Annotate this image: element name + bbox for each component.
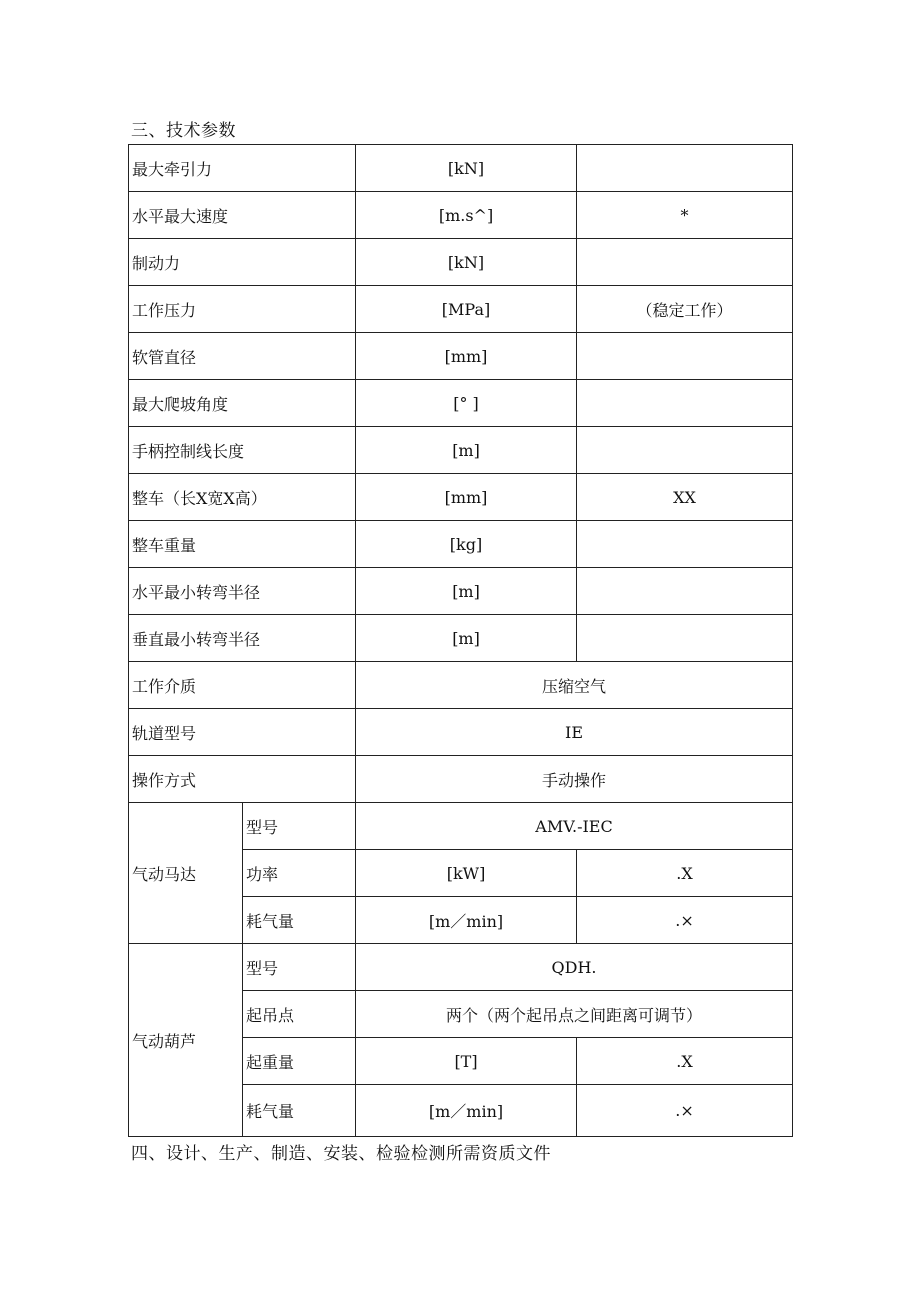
table-row	[129, 944, 793, 991]
param-name: 耗气量	[243, 897, 356, 944]
param-name: 工作介质	[129, 662, 356, 709]
param-name: 工作压力	[129, 286, 356, 333]
air-motor-group-label: 气动马达	[129, 803, 243, 944]
param-value	[577, 239, 793, 286]
table-row	[129, 192, 793, 239]
param-value: .×	[577, 897, 793, 944]
table-row	[129, 474, 793, 521]
param-name: 制动力	[129, 239, 356, 286]
technical-parameters-table	[128, 144, 793, 1137]
param-value: .X	[577, 1038, 793, 1085]
param-value: QDH.	[356, 944, 793, 991]
table-row	[129, 756, 793, 803]
param-value	[577, 333, 793, 380]
section-heading-technical-parameters: 三、技术参数	[131, 121, 236, 141]
table-row	[129, 615, 793, 662]
table-row	[129, 709, 793, 756]
table-row	[129, 568, 793, 615]
param-unit: [MPa]	[356, 286, 577, 333]
param-unit: [kN]	[356, 145, 577, 192]
param-unit: [mm]	[356, 333, 577, 380]
param-unit: [m]	[356, 427, 577, 474]
param-name: 垂直最小转弯半径	[129, 615, 356, 662]
param-value: AMV.-IEC	[356, 803, 793, 850]
param-value: .×	[577, 1085, 793, 1137]
table-row	[129, 380, 793, 427]
table-row	[129, 662, 793, 709]
param-unit: [m]	[356, 568, 577, 615]
param-name: 最大牵引力	[129, 145, 356, 192]
param-name: 水平最小转弯半径	[129, 568, 356, 615]
param-unit: [m／min]	[356, 897, 577, 944]
param-name: 手柄控制线长度	[129, 427, 356, 474]
param-unit: [kN]	[356, 239, 577, 286]
param-name: 整车重量	[129, 521, 356, 568]
air-hoist-group-label: 气动葫芦	[129, 944, 243, 1137]
table-row	[129, 803, 793, 850]
param-value	[577, 615, 793, 662]
param-name: 操作方式	[129, 756, 356, 803]
param-value: *	[577, 192, 793, 239]
param-value	[577, 521, 793, 568]
param-unit: [kW]	[356, 850, 577, 897]
param-value: .X	[577, 850, 793, 897]
param-value: 压缩空气	[356, 662, 793, 709]
param-value: 手动操作	[356, 756, 793, 803]
param-unit: [T]	[356, 1038, 577, 1085]
param-value: IE	[356, 709, 793, 756]
param-name: 耗气量	[243, 1085, 356, 1137]
param-value	[577, 568, 793, 615]
param-value	[577, 145, 793, 192]
param-name: 功率	[243, 850, 356, 897]
param-name: 轨道型号	[129, 709, 356, 756]
param-unit: [° ]	[356, 380, 577, 427]
table-row	[129, 145, 793, 192]
table-row	[129, 333, 793, 380]
param-unit: [m]	[356, 615, 577, 662]
param-unit: [m／min]	[356, 1085, 577, 1137]
param-value	[577, 427, 793, 474]
param-name: 水平最大速度	[129, 192, 356, 239]
param-unit: [mm]	[356, 474, 577, 521]
param-name: 起重量	[243, 1038, 356, 1085]
param-value: （稳定工作）	[577, 286, 793, 333]
table-row	[129, 286, 793, 333]
param-name: 型号	[243, 803, 356, 850]
section-heading-qualification-documents: 四、设计、生产、制造、安装、检验检测所需资质文件	[131, 1144, 551, 1164]
table-row	[129, 427, 793, 474]
param-value: 两个（两个起吊点之间距离可调节）	[356, 991, 793, 1038]
param-name: 型号	[243, 944, 356, 991]
param-name: 整车（长X宽X高）	[129, 474, 356, 521]
param-unit: [kg]	[356, 521, 577, 568]
param-unit: [m.s^]	[356, 192, 577, 239]
param-value	[577, 380, 793, 427]
param-name: 最大爬坡角度	[129, 380, 356, 427]
param-name: 起吊点	[243, 991, 356, 1038]
table-row	[129, 521, 793, 568]
table-row	[129, 239, 793, 286]
param-name: 软管直径	[129, 333, 356, 380]
param-value: XX	[577, 474, 793, 521]
